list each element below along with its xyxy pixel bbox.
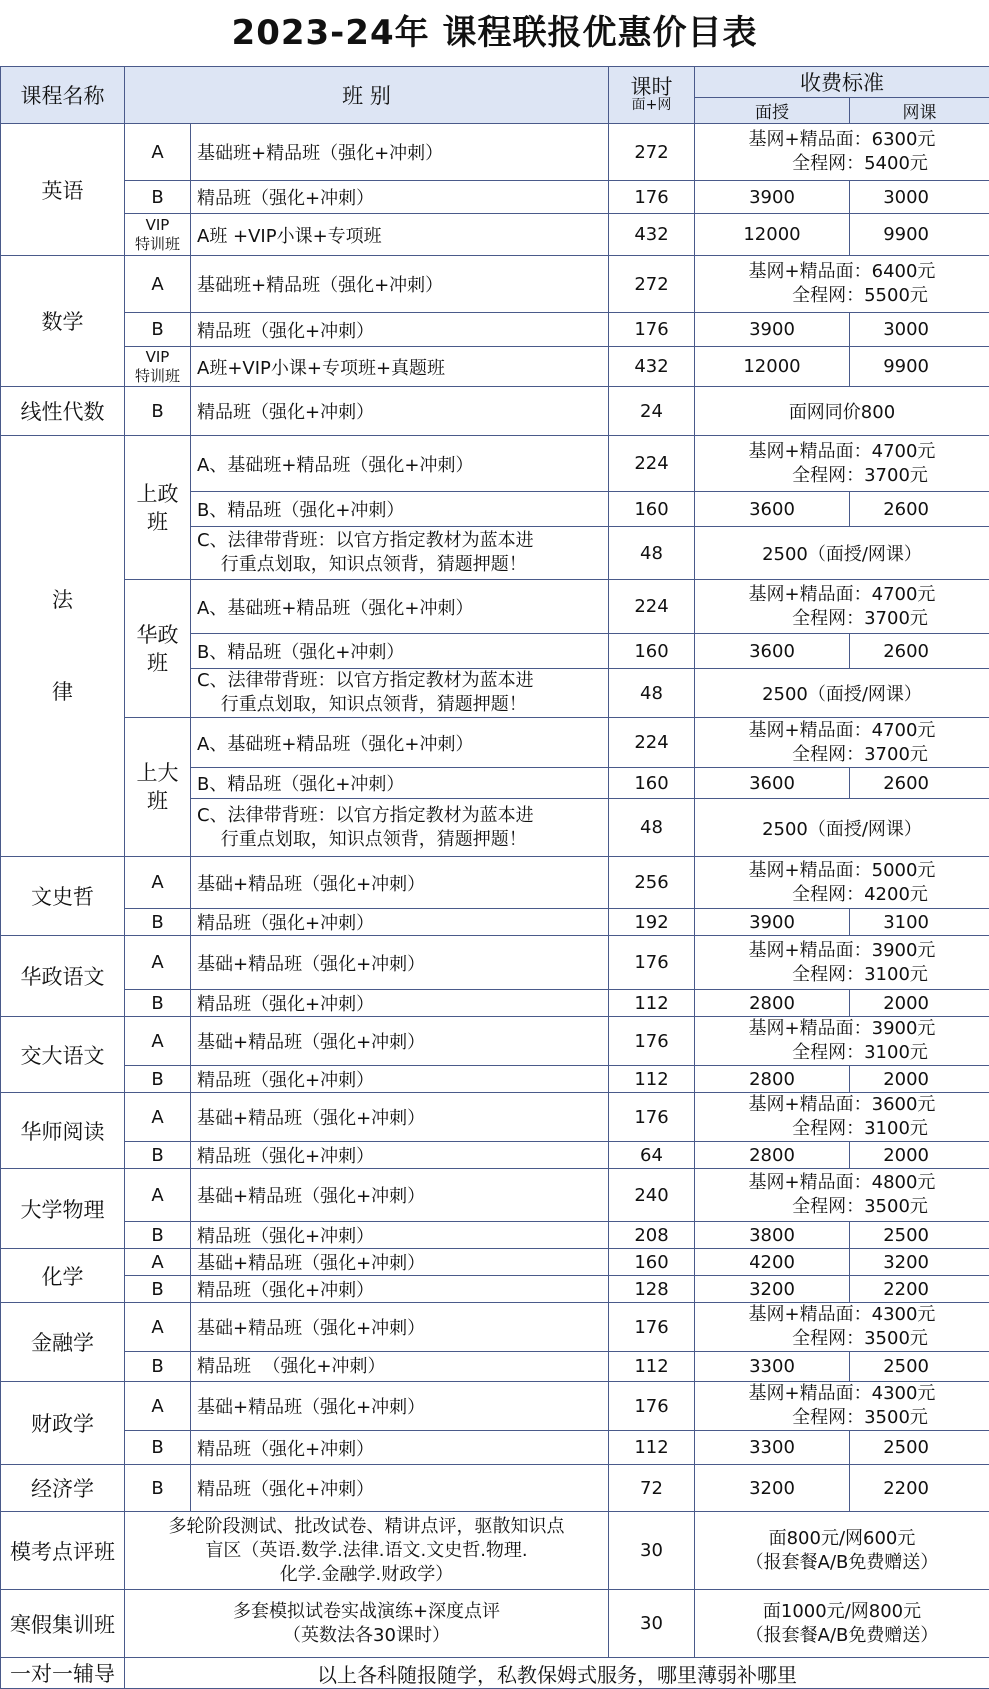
- online-price: 3200: [850, 1249, 989, 1276]
- level-label: B: [125, 313, 191, 347]
- hours-value: 224: [609, 580, 695, 634]
- hours-value: 176: [609, 1017, 695, 1066]
- hours-value: 128: [609, 1276, 695, 1303]
- class-desc: 精品班（强化+冲刺）: [191, 990, 609, 1017]
- face-price: 3600: [695, 492, 850, 527]
- hours-value: 224: [609, 436, 695, 492]
- subject-economics: 经济学: [1, 1465, 125, 1512]
- level-label: A: [125, 1017, 191, 1066]
- level-label: VIP 特训班: [125, 347, 191, 387]
- law-group-huazheng: 华政 班: [125, 580, 191, 718]
- hours-value: 30: [609, 1590, 695, 1658]
- hours-value: 432: [609, 214, 695, 256]
- hours-value: 272: [609, 124, 695, 181]
- hours-value: 24: [609, 387, 695, 436]
- header-fee: 收费标准: [695, 67, 989, 98]
- class-desc: 基础+精品班（强化+冲刺）: [191, 1382, 609, 1431]
- class-desc: 精品班（强化+冲刺）: [191, 313, 609, 347]
- price-table: [0, 66, 989, 1689]
- class-desc: 精品班（强化+冲刺）: [191, 1142, 609, 1169]
- subject-one-on-one: 一对一辅导: [1, 1658, 125, 1689]
- level-label: A: [125, 936, 191, 990]
- hours-value: 224: [609, 718, 695, 768]
- hours-value: 240: [609, 1169, 695, 1222]
- face-price: 3200: [695, 1276, 850, 1303]
- online-price: 2600: [850, 492, 989, 527]
- face-price: 4200: [695, 1249, 850, 1276]
- online-price: 2000: [850, 1066, 989, 1093]
- combined-price: 基网+精品面：4300元 全程网：3500元: [695, 1303, 989, 1352]
- subject-math: 数学: [1, 256, 125, 387]
- hours-value: 176: [609, 1093, 695, 1142]
- class-desc: B、精品班（强化+冲刺）: [191, 768, 609, 799]
- level-label: A: [125, 857, 191, 909]
- class-desc: 基础+精品班（强化+冲刺）: [191, 857, 609, 909]
- face-price: 12000: [695, 214, 850, 256]
- face-price: 3600: [695, 768, 850, 799]
- combined-price: 基网+精品面：4800元 全程网：3500元: [695, 1169, 989, 1222]
- level-label: B: [125, 1431, 191, 1465]
- hours-value: 176: [609, 936, 695, 990]
- online-price: 3000: [850, 313, 989, 347]
- online-price: 2000: [850, 1142, 989, 1169]
- hours-value: 176: [609, 313, 695, 347]
- combined-price: 基网+精品面：4700元 全程网：3700元: [695, 718, 989, 768]
- online-price: 3000: [850, 181, 989, 214]
- face-price: 3300: [695, 1352, 850, 1382]
- combined-price: 基网+精品面：3600元 全程网：3100元: [695, 1093, 989, 1142]
- level-label: A: [125, 124, 191, 181]
- combined-price: 2500（面授/网课）: [695, 669, 989, 718]
- winter-desc: 多套模拟试卷实战演练+深度点评 （英数法各30课时）: [125, 1590, 609, 1658]
- online-price: 2500: [850, 1352, 989, 1382]
- level-label: B: [125, 909, 191, 936]
- class-desc: 精品班（强化+冲刺）: [191, 1465, 609, 1512]
- hours-value: 112: [609, 1352, 695, 1382]
- class-desc: 基础+精品班（强化+冲刺）: [191, 1093, 609, 1142]
- hours-value: 48: [609, 799, 695, 857]
- hours-value: 256: [609, 857, 695, 909]
- hours-value: 112: [609, 990, 695, 1017]
- hours-value: 160: [609, 634, 695, 669]
- face-price: 2800: [695, 1066, 850, 1093]
- header-hours: [609, 67, 695, 124]
- header-face: 面授: [695, 98, 850, 124]
- online-price: 2600: [850, 634, 989, 669]
- header-course: 课程名称: [1, 67, 125, 124]
- hours-value: 30: [609, 1512, 695, 1590]
- class-desc: 精品班（强化+冲刺）: [191, 909, 609, 936]
- level-label: A: [125, 256, 191, 313]
- level-label: B: [125, 1352, 191, 1382]
- header-online: 网课: [850, 98, 989, 124]
- class-desc: A、基础班+精品班（强化+冲刺）: [191, 436, 609, 492]
- page-title: 2023-24年 课程联报优惠价目表: [0, 0, 989, 66]
- class-desc: A班 +VIP小课+专项班: [191, 214, 609, 256]
- subject-english: 英语: [1, 124, 125, 256]
- class-desc: A、基础班+精品班（强化+冲刺）: [191, 580, 609, 634]
- hours-value: 432: [609, 347, 695, 387]
- level-label: A: [125, 1303, 191, 1352]
- mock-desc: 多轮阶段测试、批改试卷、精讲点评，驱散知识点 盲区（英语.数学.法律.语文.文史哲.物理. 化学.金融学.财政学）: [125, 1512, 609, 1590]
- online-price: 2200: [850, 1276, 989, 1303]
- level-label: A: [125, 1382, 191, 1431]
- combined-price: 基网+精品面：3900元 全程网：3100元: [695, 1017, 989, 1066]
- header-class: 班 别: [125, 67, 609, 124]
- level-label: B: [125, 387, 191, 436]
- class-desc: 基础+精品班（强化+冲刺）: [191, 1249, 609, 1276]
- subject-jiaoda-chinese: 交大语文: [1, 1017, 125, 1093]
- subject-linear-algebra: 线性代数: [1, 387, 125, 436]
- level-label: VIP 特训班: [125, 214, 191, 256]
- class-desc: B、精品班（强化+冲刺）: [191, 634, 609, 669]
- online-price: 9900: [850, 347, 989, 387]
- hours-value: 208: [609, 1222, 695, 1249]
- face-price: 12000: [695, 347, 850, 387]
- online-price: 2000: [850, 990, 989, 1017]
- subject-law: 法 律: [1, 436, 125, 857]
- class-desc: 基础+精品班（强化+冲刺）: [191, 1169, 609, 1222]
- tutor-desc: 以上各科随报随学，私教保姆式服务，哪里薄弱补哪里: [125, 1658, 989, 1689]
- level-label: B: [125, 1066, 191, 1093]
- face-price: 3900: [695, 909, 850, 936]
- hours-value: 192: [609, 909, 695, 936]
- level-label: B: [125, 1222, 191, 1249]
- combined-price: 基网+精品面：4300元 全程网：3500元: [695, 1382, 989, 1431]
- level-label: B: [125, 1276, 191, 1303]
- class-desc: 基础+精品班（强化+冲刺）: [191, 1303, 609, 1352]
- hours-value: 64: [609, 1142, 695, 1169]
- hours-value: 112: [609, 1431, 695, 1465]
- hours-value: 176: [609, 1382, 695, 1431]
- subject-huashi-reading: 华师阅读: [1, 1093, 125, 1169]
- subject-mock-exam: 模考点评班: [1, 1512, 125, 1590]
- class-desc: C、法律带背班：以官方指定教材为蓝本进 行重点划取，知识点领背，猜题押题！: [191, 669, 609, 718]
- level-label: A: [125, 1093, 191, 1142]
- face-price: 3900: [695, 181, 850, 214]
- level-label: B: [125, 1465, 191, 1512]
- online-price: 2600: [850, 768, 989, 799]
- subject-chemistry: 化学: [1, 1249, 125, 1303]
- class-desc: A班+VIP小课+专项班+真题班: [191, 347, 609, 387]
- hours-value: 160: [609, 768, 695, 799]
- face-price: 3200: [695, 1465, 850, 1512]
- class-desc: 精品班（强化+冲刺）: [191, 387, 609, 436]
- combined-price: 2500（面授/网课）: [695, 527, 989, 580]
- class-desc: 基础+精品班（强化+冲刺）: [191, 936, 609, 990]
- class-desc: 精品班（强化+冲刺）: [191, 1431, 609, 1465]
- online-price: 2200: [850, 1465, 989, 1512]
- online-price: 2500: [850, 1431, 989, 1465]
- subject-winter-camp: 寒假集训班: [1, 1590, 125, 1658]
- hours-value: 48: [609, 527, 695, 580]
- combined-price: 基网+精品面：4700元 全程网：3700元: [695, 436, 989, 492]
- combined-price: 面1000元/网800元 （报套餐A/B免费赠送）: [695, 1590, 989, 1658]
- online-price: 3100: [850, 909, 989, 936]
- hours-value: 72: [609, 1465, 695, 1512]
- class-desc: 基础班+精品班（强化+冲刺）: [191, 124, 609, 181]
- combined-price: 面800元/网600元 （报套餐A/B免费赠送）: [695, 1512, 989, 1590]
- class-desc: C、法律带背班：以官方指定教材为蓝本进 行重点划取，知识点领背，猜题押题！: [191, 799, 609, 857]
- law-group-shangzheng: 上政 班: [125, 436, 191, 580]
- online-price: 2500: [850, 1222, 989, 1249]
- level-label: A: [125, 1249, 191, 1276]
- combined-price: 基网+精品面：3900元 全程网：3100元: [695, 936, 989, 990]
- hours-value: 48: [609, 669, 695, 718]
- class-desc: 精品班 （强化+冲刺）: [191, 1352, 609, 1382]
- class-desc: A、基础班+精品班（强化+冲刺）: [191, 718, 609, 768]
- combined-price: 基网+精品面：6400元 全程网：5500元: [695, 256, 989, 313]
- header-hours-sub: 面+网: [613, 97, 690, 114]
- combined-price: 基网+精品面：4700元 全程网：3700元: [695, 580, 989, 634]
- face-price: 3800: [695, 1222, 850, 1249]
- face-price: 2800: [695, 1142, 850, 1169]
- online-price: 9900: [850, 214, 989, 256]
- combined-price: 2500（面授/网课）: [695, 799, 989, 857]
- hours-value: 160: [609, 492, 695, 527]
- class-desc: 基础班+精品班（强化+冲刺）: [191, 256, 609, 313]
- class-desc: 基础+精品班（强化+冲刺）: [191, 1017, 609, 1066]
- subject-physics: 大学物理: [1, 1169, 125, 1249]
- class-desc: 精品班（强化+冲刺）: [191, 1222, 609, 1249]
- combined-price: 基网+精品面：5000元 全程网：4200元: [695, 857, 989, 909]
- face-price: 3900: [695, 313, 850, 347]
- combined-price: 面网同价800: [695, 387, 989, 436]
- subject-finance: 金融学: [1, 1303, 125, 1382]
- face-price: 3600: [695, 634, 850, 669]
- subject-fiscal: 财政学: [1, 1382, 125, 1465]
- face-price: 3300: [695, 1431, 850, 1465]
- header-hours-label: 课时: [613, 77, 690, 97]
- class-desc: 精品班（强化+冲刺）: [191, 181, 609, 214]
- level-label: A: [125, 1169, 191, 1222]
- face-price: 2800: [695, 990, 850, 1017]
- combined-price: 基网+精品面：6300元 全程网：5400元: [695, 124, 989, 181]
- class-desc: 精品班（强化+冲刺）: [191, 1066, 609, 1093]
- level-label: B: [125, 1142, 191, 1169]
- level-label: B: [125, 181, 191, 214]
- class-desc: B、精品班（强化+冲刺）: [191, 492, 609, 527]
- law-group-shangda: 上大 班: [125, 718, 191, 857]
- class-desc: C、法律带背班：以官方指定教材为蓝本进 行重点划取，知识点领背，猜题押题！: [191, 527, 609, 580]
- subject-wenshizhe: 文史哲: [1, 857, 125, 936]
- class-desc: 精品班（强化+冲刺）: [191, 1276, 609, 1303]
- level-label: B: [125, 990, 191, 1017]
- hours-value: 272: [609, 256, 695, 313]
- subject-huazheng-chinese: 华政语文: [1, 936, 125, 1017]
- hours-value: 176: [609, 1303, 695, 1352]
- hours-value: 176: [609, 181, 695, 214]
- hours-value: 112: [609, 1066, 695, 1093]
- hours-value: 160: [609, 1249, 695, 1276]
